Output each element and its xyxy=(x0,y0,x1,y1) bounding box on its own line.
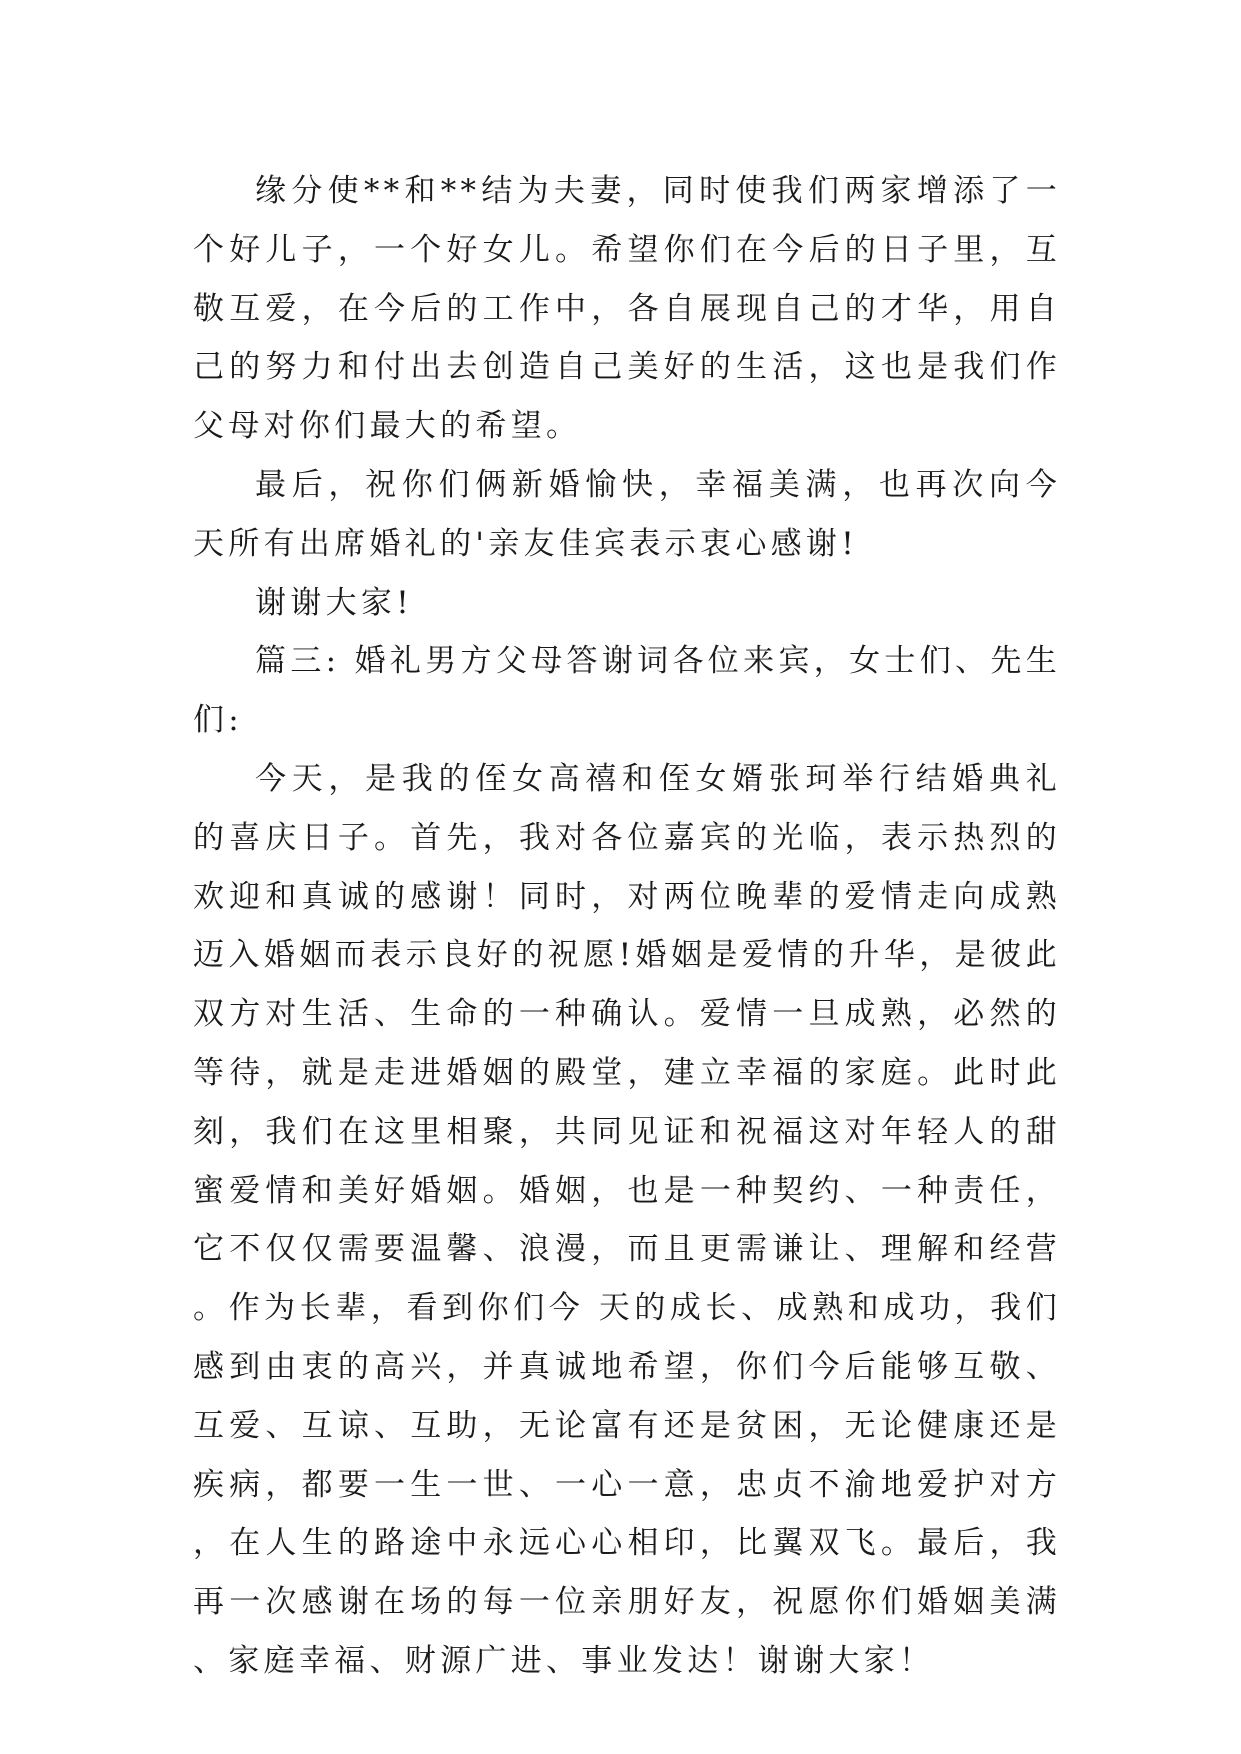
paragraph-thanks: 谢谢大家! xyxy=(255,584,413,621)
section-heading-part-three: 篇三: 婚礼男方父母答谢词各位来宾，女士们、先生们: xyxy=(193,643,1061,739)
paragraph-blessing: 缘分使**和**结为夫妻，同时使我们两家增添了一个好儿子，一个好女儿。希望你们在今后的日子里，互敬互爱，在今后的工作中，各自展现自己的才华，用自己的努力和付出去创造自己美好的生活，这也是我们作父母对你们最大的希望。 xyxy=(193,173,1061,445)
paragraph-closing-wishes: 最后，祝你们俩新婚愉快，幸福美满，也再次向今天所有出席婚礼的'亲友佳宾表示衷心感谢! xyxy=(193,466,1061,562)
paragraph-speech-body: 今天，是我的侄女高禧和侄女婿张珂举行结婚典礼的喜庆日子。首先，我对各位嘉宾的光临，表示热烈的欢迎和真诚的感谢！同时，对两位晚辈的爱情走向成熟迈入婚姻而表示良好的祝愿!婚姻是爱情的升华，是彼此双方对生活、生命的一种确认。爱情一旦成熟，必然的等待，就是走进婚姻的殿堂，建立幸福的家庭。此时此刻，我们在这里相聚，共同见证和祝福这对年轻人的甜蜜爱情和美好婚姻。婚姻，也是一种契约、一种责任，它不仅仅需要温馨、浪漫，而且更需谦让、理解和经营。作为长辈，看到你们今 天的成长、成熟和成功，我们感到由衷的高兴，并真诚地希望，你们今后能够互敬、互爱、互谅、互助，无论富有还是贫困，无论健康还是疾病，都要一生一世、一心一意，忠贞不渝地爱护对方，在人生的路途中永远心心相印，比翼双飞。最后，我再一次感谢在场的每一位亲朋好友，祝愿你们婚姻美满、家庭幸福、财源广进、事业发达！谢谢大家！ xyxy=(193,760,1061,1679)
document-body xyxy=(193,162,1061,1691)
